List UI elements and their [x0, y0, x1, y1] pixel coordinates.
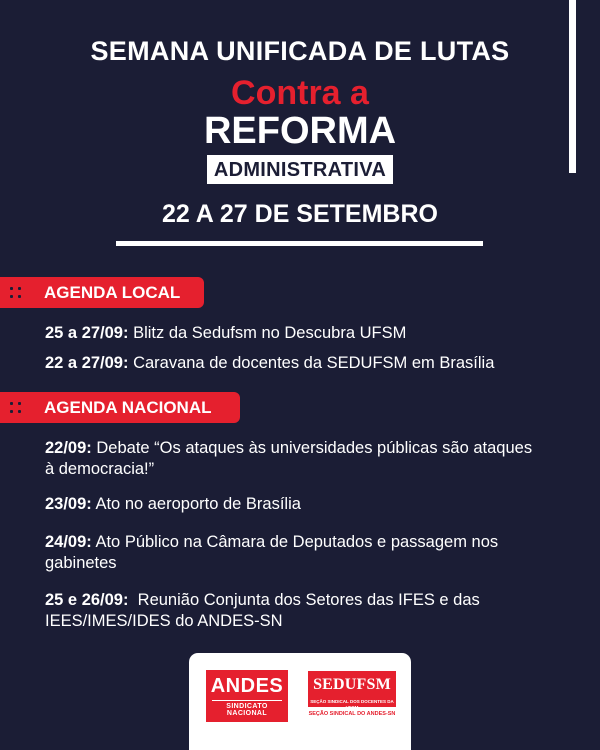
- andes-logo: [206, 670, 288, 722]
- section-label-local: [0, 277, 204, 308]
- agenda-item: [45, 323, 565, 344]
- section-label-nacional: [0, 392, 240, 423]
- headline-administrativa-wrap: [0, 155, 600, 184]
- agenda-item-text: Ato no aeroporto de Brasília: [91, 495, 301, 513]
- section-label-local-text: AGENDA LOCAL: [44, 282, 181, 302]
- agenda-item: [45, 532, 535, 574]
- headline-contra: Contra a: [231, 74, 369, 112]
- andes-logo-rule: [212, 700, 282, 701]
- sedufsm-logo-bottom: SEÇÃO SINDICAL DO ANDES-SN: [308, 711, 396, 717]
- logos-card: [189, 653, 411, 750]
- dots-icon: [10, 285, 26, 301]
- agenda-item-text: Reunião Conjunta dos Setores das IFES e das IEES/IMES/IDES do ANDES-SN: [45, 591, 485, 630]
- headline-reforma: REFORMA: [203, 110, 397, 152]
- sedufsm-logo: [308, 671, 396, 731]
- agenda-item-date: 25 e 26/09:: [45, 591, 129, 609]
- agenda-item-date: 23/09:: [45, 495, 92, 513]
- agenda-item-date: 22/09:: [45, 439, 92, 457]
- headline-administrativa: ADMINISTRATIVA: [207, 155, 393, 184]
- agenda-item-text: Caravana de docentes da SEDUFSM em Brasília: [128, 354, 495, 372]
- agenda-item: [45, 590, 540, 632]
- agenda-item-text: Blitz da Sedufsm no Descubra UFSM: [128, 324, 407, 342]
- agenda-item-text: Ato Público na Câmara de Deputados e passagem nos gabinetes: [45, 533, 499, 572]
- event-dates: 22 A 27 DE SETEMBRO: [161, 200, 438, 228]
- agenda-item-date: 25 a 27/09:: [45, 324, 129, 342]
- sedufsm-logo-mid: SEÇÃO SINDICAL DOS DOCENTES DA UFSM: [308, 699, 396, 707]
- andes-logo-main: ANDES: [210, 675, 284, 697]
- agenda-item: [45, 494, 565, 515]
- headline-semana: SEMANA UNIFICADA DE LUTAS: [90, 36, 510, 66]
- dots-icon: [10, 400, 26, 416]
- agenda-item-date: 24/09:: [45, 533, 92, 551]
- sedufsm-logo-main: SEDUFSM: [308, 671, 396, 699]
- agenda-item: [45, 438, 535, 480]
- andes-logo-sub: SINDICATO NACIONAL: [226, 703, 268, 717]
- agenda-item-text: Debate “Os ataques às universidades públicas são ataques à democracia!”: [45, 439, 533, 478]
- section-label-nacional-text: AGENDA NACIONAL: [44, 397, 212, 417]
- agenda-item-date: 22 a 27/09:: [45, 354, 129, 372]
- agenda-item: [45, 353, 565, 374]
- header-divider: [116, 241, 483, 246]
